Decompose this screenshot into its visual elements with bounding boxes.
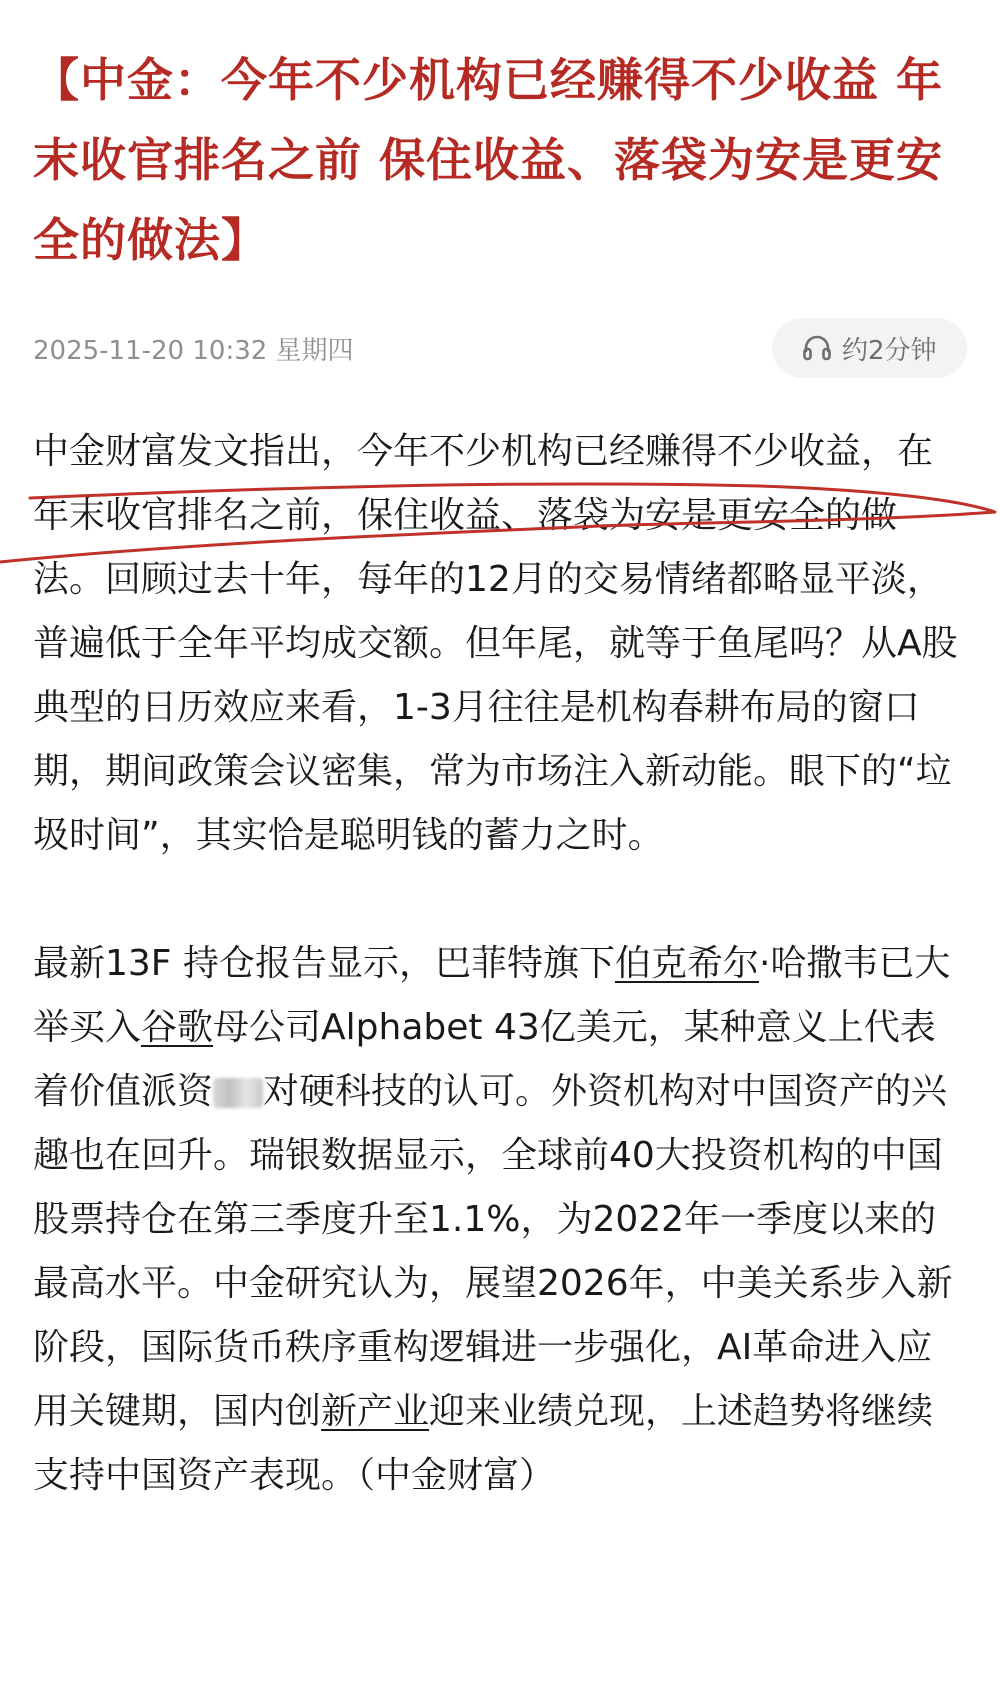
article-meta-row [33,318,967,378]
link-berkshire[interactable]: 伯克希尔 [614,943,759,984]
article-paragraph-2 [33,932,967,1508]
paragraph-2-text-1: 最新13F 持仓报告显示，巴菲特旗下 [33,943,615,984]
paragraph-2-text-2: ·哈撒韦已大举买入 [33,943,951,1048]
link-new-industry[interactable]: 新产业 [321,1391,430,1432]
headphones-icon [802,334,832,362]
handwritten-marked-text: 中金财富发文指出，今年不少机构已经赚得不少收益，在年末收官排名之前，保住收益、落袋为安是更安全的做法。 [33,431,934,600]
paragraph-2-text-4: 对硬科技的认可。外资机构对中国资产的兴趣也在回升。瑞银数据显示，全球前40大投资机构的中国股票持仓在第三季度升至1.1%，为2022年一季度以来的最高水平。中金研究认为，展望2026年，中美关系步入新阶段，国际货币秩序重构逻辑进一步强化，AI革命进入应用关键期，国内创 [33,1071,953,1432]
link-google[interactable]: 谷歌 [141,1007,214,1048]
paragraph-1-rest: 回顾过去十年，每年的12月的交易情绪都略显平淡，普遍低于全年平均成交额。但年尾，就等于鱼尾吗？从A股典型的日历效应来看，1-3月往往是机构春耕布局的窗口期，期间政策会议密集，常为市场注入新动能。眼下的“垃圾时间”，其实恰是聪明钱的蓄力之时。 [33,559,958,856]
listen-duration-label: 约2分钟 [842,335,937,366]
article-body [33,420,967,1508]
paragraph-2-text-5: 迎来业绩兑现，上述趋势将继续支持中国资产表现。（中金财富） [33,1391,934,1496]
article-paragraph-1 [33,420,967,868]
article-headline: 【中金：今年不少机构已经赚得不少收益 年末收官排名之前 保住收益、落袋为安是更安全的做法】 [33,53,944,267]
paragraph-2-text-3: 母公司Alphabet 43亿美元，某种意义上代表着价值派资 [33,1007,936,1112]
listen-audio-button[interactable] [772,318,967,378]
blurred-watermark [213,1078,263,1108]
publish-timestamp: 2025-11-20 10:32 星期四 [33,336,354,366]
